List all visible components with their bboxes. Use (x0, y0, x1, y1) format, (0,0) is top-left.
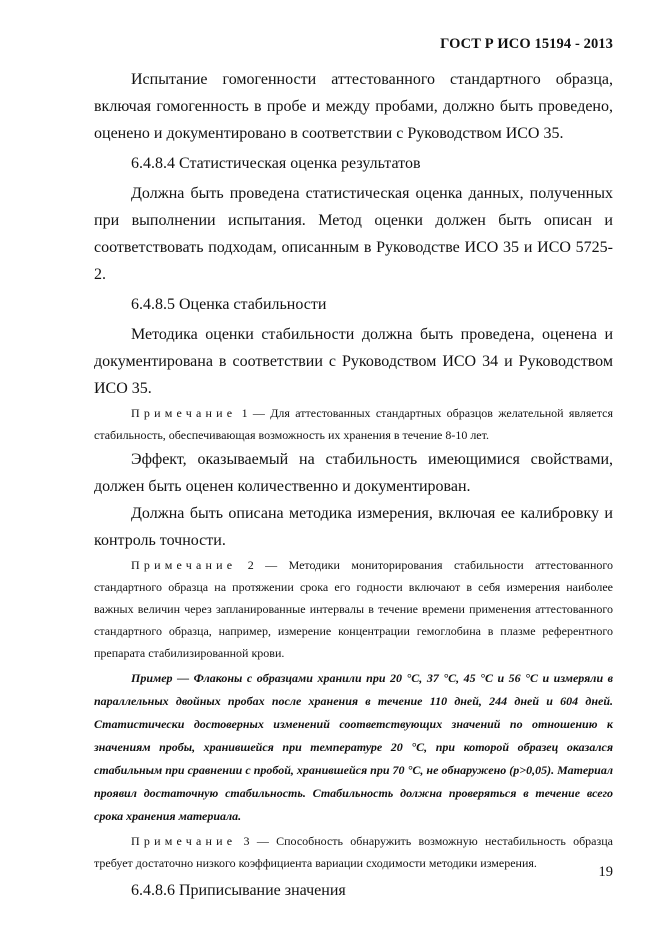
page-number: 19 (598, 864, 613, 880)
document-body (94, 66, 613, 907)
note-2-label: Примечание (131, 558, 237, 572)
note-2-text: 2 — Методики мониторирования стабильности аттестованного стандартного образца на протяжении срока его годности включают в себя измерения наиболее важных величин через запланированные интервалы в течение времени применения аттестованного стандартного образца, например, измерение концентрации гемоглобина в плазме референтного препарата стабилизированной крови. (94, 558, 613, 660)
paragraph-stability-method: Методика оценки стабильности должна быть проведена, оценена и документирована в соответствии с Руководством ИСО 34 и Руководством ИСО 35. (94, 326, 613, 397)
standard-header: ГОСТ Р ИСО 15194 - 2013 (440, 36, 613, 52)
note-3-label: Примечание (131, 834, 237, 848)
section-heading-6-4-8-6: 6.4.8.6 Приписывание значения (131, 882, 346, 899)
note-1-label: Примечание (131, 406, 237, 420)
note-1-text: 1 — Для аттестованных стандартных образцов желательной является стабильность, обеспечивающая возможность их хранения в течение 8-10 лет. (94, 406, 613, 442)
example-paragraph: Пример — Флаконы с образцами хранили при 20 °С, 37 °С, 45 °С и 56 °С и измеряли в параллельных двойных пробах после хранения в течение 110 дней, 244 дней и 604 дней. Статистически достоверных изменений соответствующих значений по отношению к значениям пробы, хранившейся при температуре 20 °С, при которой образец оказался стабильным при сравнении с пробой, хранившейся при 70 °С, не обнаружено (р>0,05). Материал проявил достаточную стабильность. Стабильность должна проверяться в течение всего срока хранения материала. (94, 671, 613, 823)
paragraph-measurement: Должна быть описана методика измерения, включая ее калибровку и контроль точности. (94, 505, 613, 549)
paragraph-effect: Эффект, оказываемый на стабильность имеющимися свойствами, должен быть оценен количественно и документирован. (94, 451, 613, 495)
paragraph-homogeneity: Испытание гомогенности аттестованного стандартного образца, включая гомогенность в пробе и между пробами, должно быть проведено, оценено и документировано в соответствии с Руководством ИСО 35. (94, 71, 613, 142)
note-1 (94, 402, 613, 446)
section-heading-6-4-8-5: 6.4.8.5 Оценка стабильности (131, 296, 327, 313)
section-heading-6-4-8-4: 6.4.8.4 Статистическая оценка результатов (131, 155, 421, 172)
note-2 (94, 554, 613, 664)
note-3-text: 3 — Способность обнаружить возможную нестабильность образца требует достаточно низкого коэффициента вариации сходимости методики измерения. (94, 834, 613, 870)
paragraph-statistics: Должна быть проведена статистическая оценка данных, полученных при выполнении испытания. Метод оценки должен быть описан и соответствовать подходам, описанным в Руководстве ИСО 35 и ИСО 5725-2. (94, 185, 613, 283)
note-3 (94, 830, 613, 874)
